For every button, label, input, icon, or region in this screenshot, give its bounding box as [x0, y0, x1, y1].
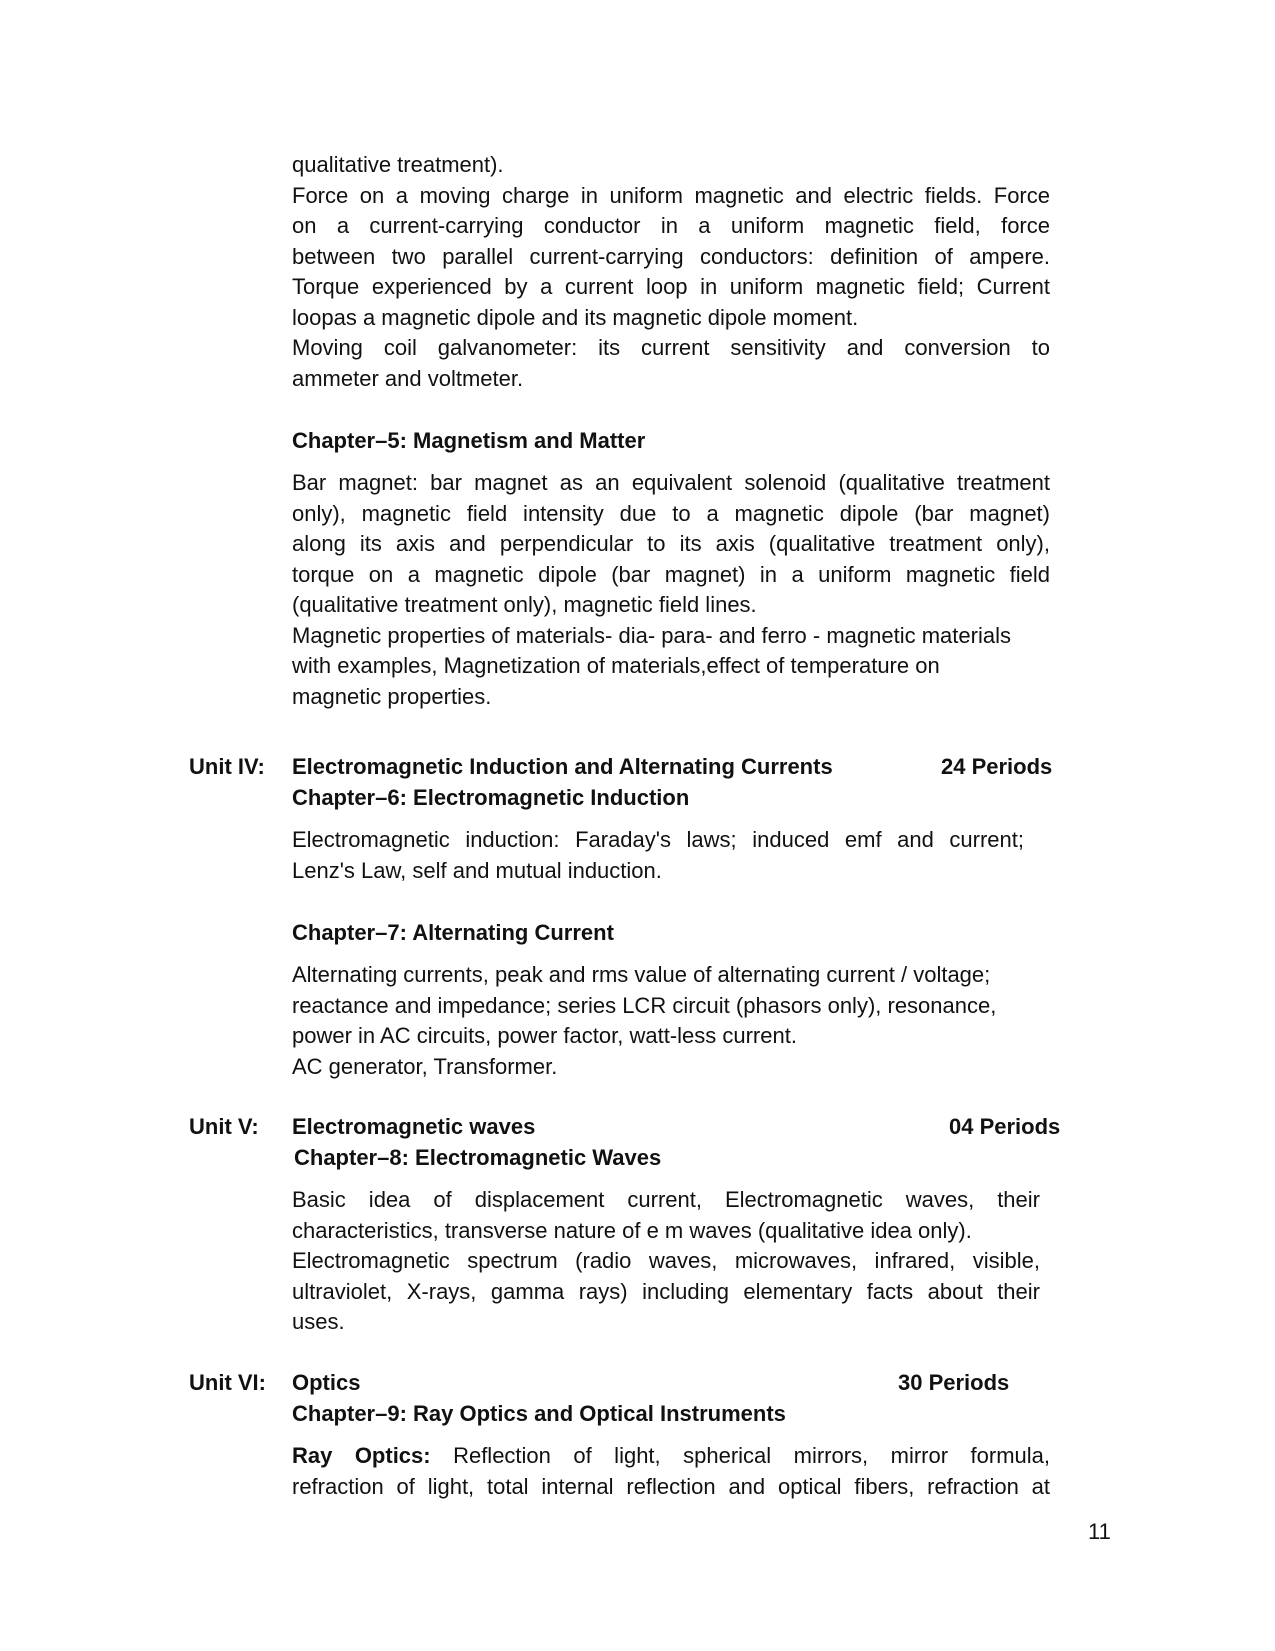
chapter-5-heading: Chapter–5: Magnetism and Matter: [292, 428, 646, 453]
text-line: AC generator, Transformer.: [292, 1053, 558, 1079]
text-line: with examples, Magnetization of materials,effect of temperature on: [292, 653, 940, 678]
text-line: Lenz's Law, self and mutual induction.: [292, 857, 662, 883]
intro-paragraph: [292, 150, 1050, 394]
chapter-9-heading: Chapter–9: Ray Optics and Optical Instruments: [292, 1401, 786, 1426]
unit-4-label: Unit IV:: [189, 754, 265, 779]
chapter-7-body: [292, 960, 1050, 1082]
chapter-7-heading: Chapter–7: Alternating Current: [292, 920, 614, 945]
text-line: Alternating currents, peak and rms value of alternating current / voltage;: [292, 962, 991, 987]
unit-5-title: Electromagnetic waves: [292, 1114, 536, 1139]
text-line: magnetic properties.: [292, 683, 492, 709]
text-line: Magnetic properties of materials- dia- para- and ferro - magnetic materials: [292, 622, 1011, 648]
unit-6-label: Unit VI:: [189, 1370, 266, 1395]
page-number: 11: [1088, 1519, 1111, 1544]
text-line: only), magnetic field intensity due to a magnetic dipole (bar magnet): [292, 500, 1050, 526]
text-line: (qualitative treatment only), magnetic field lines.: [292, 592, 757, 617]
chapter-6-body: [292, 825, 1024, 886]
text-line: characteristics, transverse nature of e m waves (qualitative idea only).: [292, 1217, 972, 1243]
chapter-8-heading: Chapter–8: Electromagnetic Waves: [294, 1145, 662, 1170]
text-line: Electromagnetic induction: Faraday's laws; induced emf and current;: [292, 827, 1024, 852]
text-line: reactance and impedance; series LCR circuit (phasors only), resonance,: [292, 992, 997, 1018]
chapter-5-body: [292, 468, 1050, 712]
unit-6-periods: 30 Periods: [898, 1370, 1010, 1395]
text-line: uses.: [292, 1309, 345, 1334]
text-line: [292, 1441, 1050, 1472]
text-line: refraction of light, total internal reflection and optical fibers, refraction at: [292, 1473, 1050, 1499]
text-line: torque on a magnetic dipole (bar magnet) in a uniform magnetic field: [292, 561, 1050, 587]
unit-6-title: Optics: [292, 1370, 361, 1395]
text-line: Torque experienced by a current loop in uniform magnetic field; Current: [292, 274, 1050, 299]
unit-4-periods: 24 Periods: [941, 754, 1053, 779]
unit-5-label: Unit V:: [189, 1114, 259, 1139]
unit-5-periods: 04 Periods: [949, 1114, 1061, 1139]
text-line: Moving coil galvanometer: its current sensitivity and conversion to: [292, 335, 1050, 360]
text-line: on a current-carrying conductor in a uniform magnetic field, force: [292, 213, 1050, 238]
chapter-8-body: [292, 1185, 1040, 1338]
text-line: qualitative treatment).: [292, 152, 504, 177]
text-line: power in AC circuits, power factor, watt-less current.: [292, 1023, 797, 1048]
text-line: Electromagnetic spectrum (radio waves, microwaves, infrared, visible,: [292, 1248, 1040, 1273]
text-line: along its axis and perpendicular to its axis (qualitative treatment only),: [292, 531, 1050, 556]
text-line: between two parallel current-carrying conductors: definition of ampere.: [292, 243, 1050, 269]
text-line: loopas a magnetic dipole and its magnetic dipole moment.: [292, 304, 859, 330]
ray-optics-lead: Ray Optics:: [292, 1443, 431, 1468]
text-line: ammeter and voltmeter.: [292, 365, 524, 391]
text-line: Bar magnet: bar magnet as an equivalent solenoid (qualitative treatment: [292, 470, 1050, 495]
text-line: Force on a moving charge in uniform magnetic and electric fields. Force: [292, 182, 1050, 208]
text-line: Basic idea of displacement current, Electromagnetic waves, their: [292, 1187, 1040, 1212]
chapter-9-body: [292, 1441, 1050, 1502]
text-segment: Reflection of light, spherical mirrors, mirror formula,: [430, 1443, 1050, 1468]
text-line: ultraviolet, X-rays, gamma rays) including elementary facts about their: [292, 1278, 1040, 1304]
unit-4-title: Electromagnetic Induction and Alternating Currents: [292, 754, 833, 779]
chapter-6-heading: Chapter–6: Electromagnetic Induction: [292, 785, 690, 810]
